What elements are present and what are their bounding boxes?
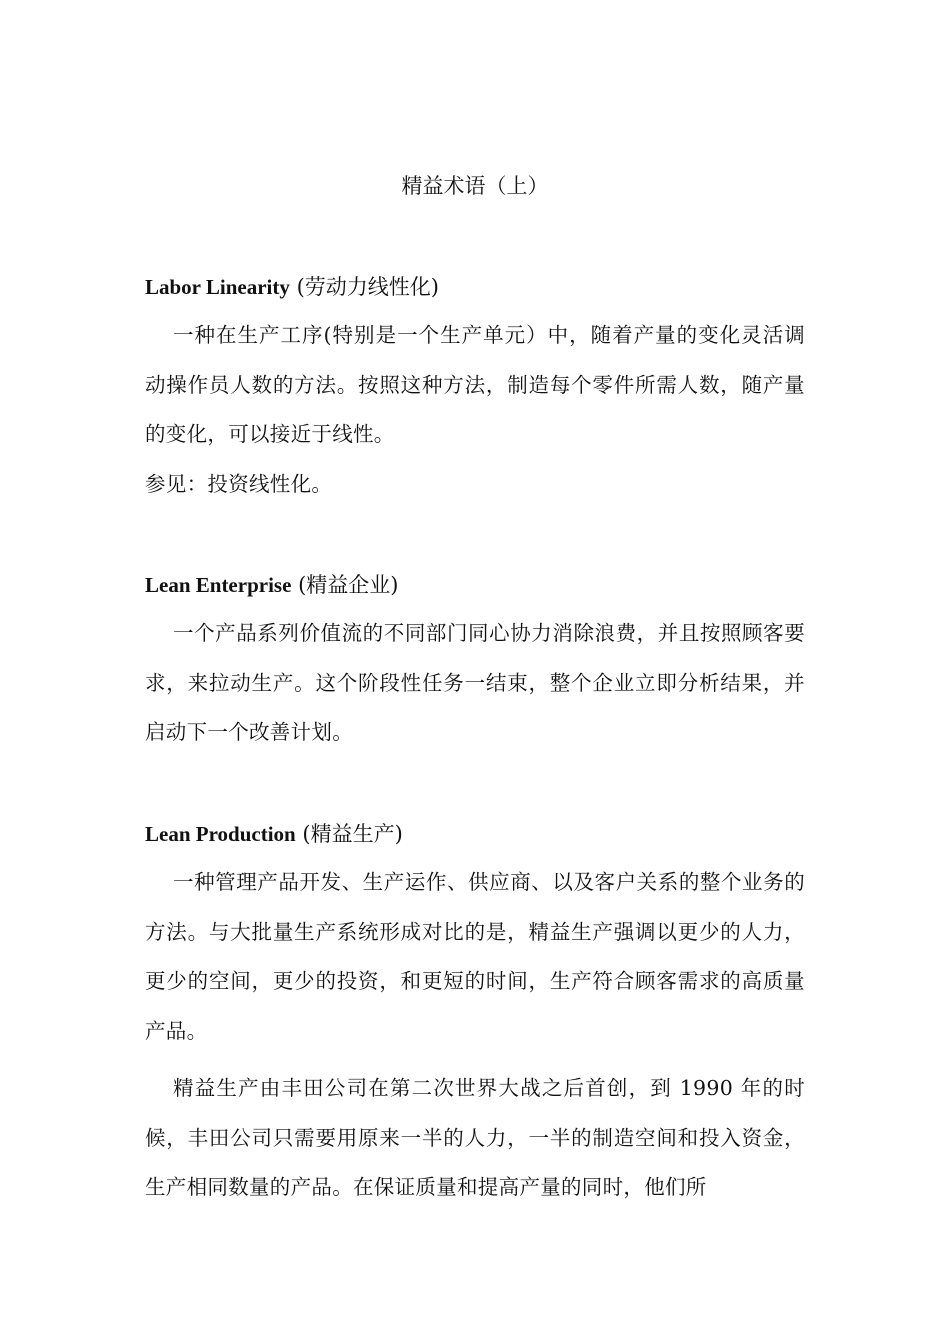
term-english: Labor Linearity [145, 275, 290, 299]
term-section-lean-enterprise [145, 569, 805, 758]
term-definition-paragraph: 一种在生产工序(特别是一个生产单元）中，随着产量的变化灵活调动操作员人数的方法。按照这种方法，制造每个零件所需人数，随产量的变化，可以接近于线性。 [145, 323, 805, 446]
term-english: Lean Production [145, 822, 296, 846]
term-chinese: (精益企业) [298, 573, 399, 597]
term-heading [145, 818, 805, 850]
term-definition-paragraph: 一个产品系列价值流的不同部门同心协力消除浪费，并且按照顾客要求，来拉动生产。这个阶段性任务一结束，整个企业立即分析结果，并启动下一个改善计划。 [145, 621, 805, 744]
term-section-labor-linearity [145, 271, 805, 509]
term-heading [145, 271, 805, 303]
term-chinese: (劳动力线性化) [296, 275, 439, 299]
term-chinese: (精益生产) [302, 822, 403, 846]
document-title: 精益术语（上） [401, 174, 549, 198]
term-heading [145, 569, 805, 601]
term-section-lean-production [145, 818, 805, 1213]
term-definition-paragraph: 一种管理产品开发、生产运作、供应商、以及客户关系的整个业务的方法。与大批量生产系统形成对比的是，精益生产强调以更少的人力，更少的空间，更少的投资，和更短的时间，生产符合顾客需求的高质量产品。 [145, 870, 805, 1043]
term-history-paragraph: 精益生产由丰田公司在第二次世界大战之后首创，到 1990 年的时候，丰田公司只需要用原来一半的人力，一半的制造空间和投入资金，生产相同数量的产品。在保证质量和提高产量的同时，他们所 [145, 1076, 805, 1199]
see-also-note: 参见：投资线性化。 [145, 471, 333, 496]
term-english: Lean Enterprise [145, 573, 292, 597]
